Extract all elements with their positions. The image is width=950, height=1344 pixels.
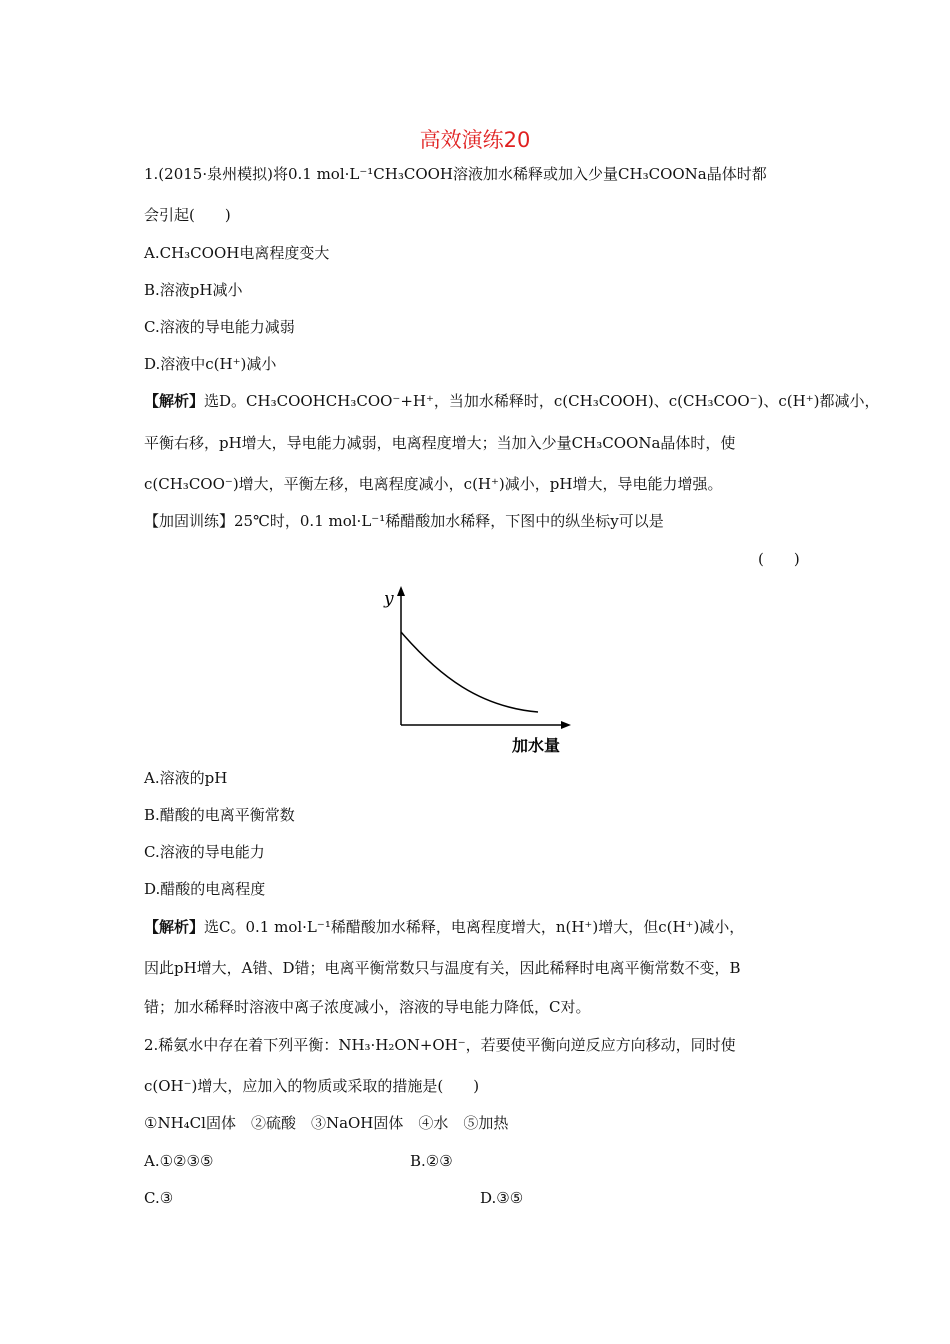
- q2-option-a: A.①②③⑤: [144, 1152, 214, 1170]
- q1-option-b: B.溶液pH减小: [144, 281, 243, 299]
- q2-option-c: C.③: [144, 1189, 174, 1207]
- practice-option-a: A.溶液的pH: [144, 769, 228, 787]
- q2-option-b: B.②③: [410, 1152, 453, 1170]
- q2-stem-line1: 2.稀氨水中存在着下列平衡：NH₃·H₂ON+OH⁻，若要使平衡向逆反应方向移动，同时使: [144, 1036, 736, 1054]
- q1-analysis-line1: [144, 391, 880, 411]
- analysis-label: 【解析】: [144, 392, 205, 410]
- y-axis-label: y: [384, 589, 394, 609]
- q1-option-c: C.溶液的导电能力减弱: [144, 318, 295, 336]
- practice-analysis-line3: 错；加水稀释时溶液中离子浓度减小，溶液的导电能力降低，C对。: [144, 998, 591, 1016]
- practice-label: 【加固训练】: [144, 512, 235, 530]
- q1-analysis-text: 选D。CH₃COOHCH₃COO⁻+H⁺，当加水稀释时，c(CH₃COOH)、c(CH₃COO⁻)、c(H⁺)都减小，: [204, 392, 880, 410]
- practice-option-d: D.醋酸的电离程度: [144, 880, 266, 898]
- practice-stem: [144, 511, 664, 531]
- q1-option-a: A.CH₃COOH电离程度变大: [144, 244, 330, 262]
- q1-option-d: D.溶液中c(H⁺)减小: [144, 355, 277, 373]
- practice-option-c: C.溶液的导电能力: [144, 843, 265, 861]
- q1-stem-line1: 1.(2015·泉州模拟)将0.1 mol·L⁻¹CH₃COOH溶液加水稀释或加入少量CH₃COONa晶体时都: [144, 165, 767, 183]
- practice-analysis-line1: [144, 917, 744, 937]
- x-axis-arrow: [561, 721, 571, 729]
- practice-stem-text: 25℃时，0.1 mol·L⁻¹稀醋酸加水稀释，下图中的纵坐标y可以是: [234, 512, 664, 530]
- q1-analysis-line2: 平衡右移，pH增大，导电能力减弱，电离程度增大；当加入少量CH₃COONa晶体时，使: [144, 434, 736, 452]
- q1-stem-line2: 会引起( ): [144, 206, 231, 224]
- q2-choices: ①NH₄Cl固体 ②硫酸 ③NaOH固体 ④水 ⑤加热: [144, 1114, 509, 1132]
- practice-analysis-line2: 因此pH增大，A错、D错；电离平衡常数只与温度有关，因此稀释时电离平衡常数不变，B: [144, 959, 741, 977]
- dilution-graph: [370, 582, 590, 757]
- q1-analysis-line3: c(CH₃COO⁻)增大，平衡左移，电离程度减小，c(H⁺)减小，pH增大，导电能力增强。: [144, 475, 723, 493]
- q2-option-d: D.③⑤: [480, 1189, 524, 1207]
- practice-analysis-text: 选C。0.1 mol·L⁻¹稀醋酸加水稀释，电离程度增大，n(H⁺)增大，但c(H⁺)减小，: [204, 918, 745, 936]
- decay-curve: [401, 632, 538, 712]
- page-title: 高效演练20: [419, 128, 531, 152]
- y-axis-arrow: [397, 586, 405, 596]
- answer-paren: ( ): [758, 550, 800, 568]
- practice-analysis-label: 【解析】: [144, 918, 205, 936]
- practice-option-b: B.醋酸的电离平衡常数: [144, 806, 295, 824]
- q2-stem-line2: c(OH⁻)增大，应加入的物质或采取的措施是( ): [144, 1077, 480, 1095]
- x-axis-label: 加水量: [512, 736, 561, 755]
